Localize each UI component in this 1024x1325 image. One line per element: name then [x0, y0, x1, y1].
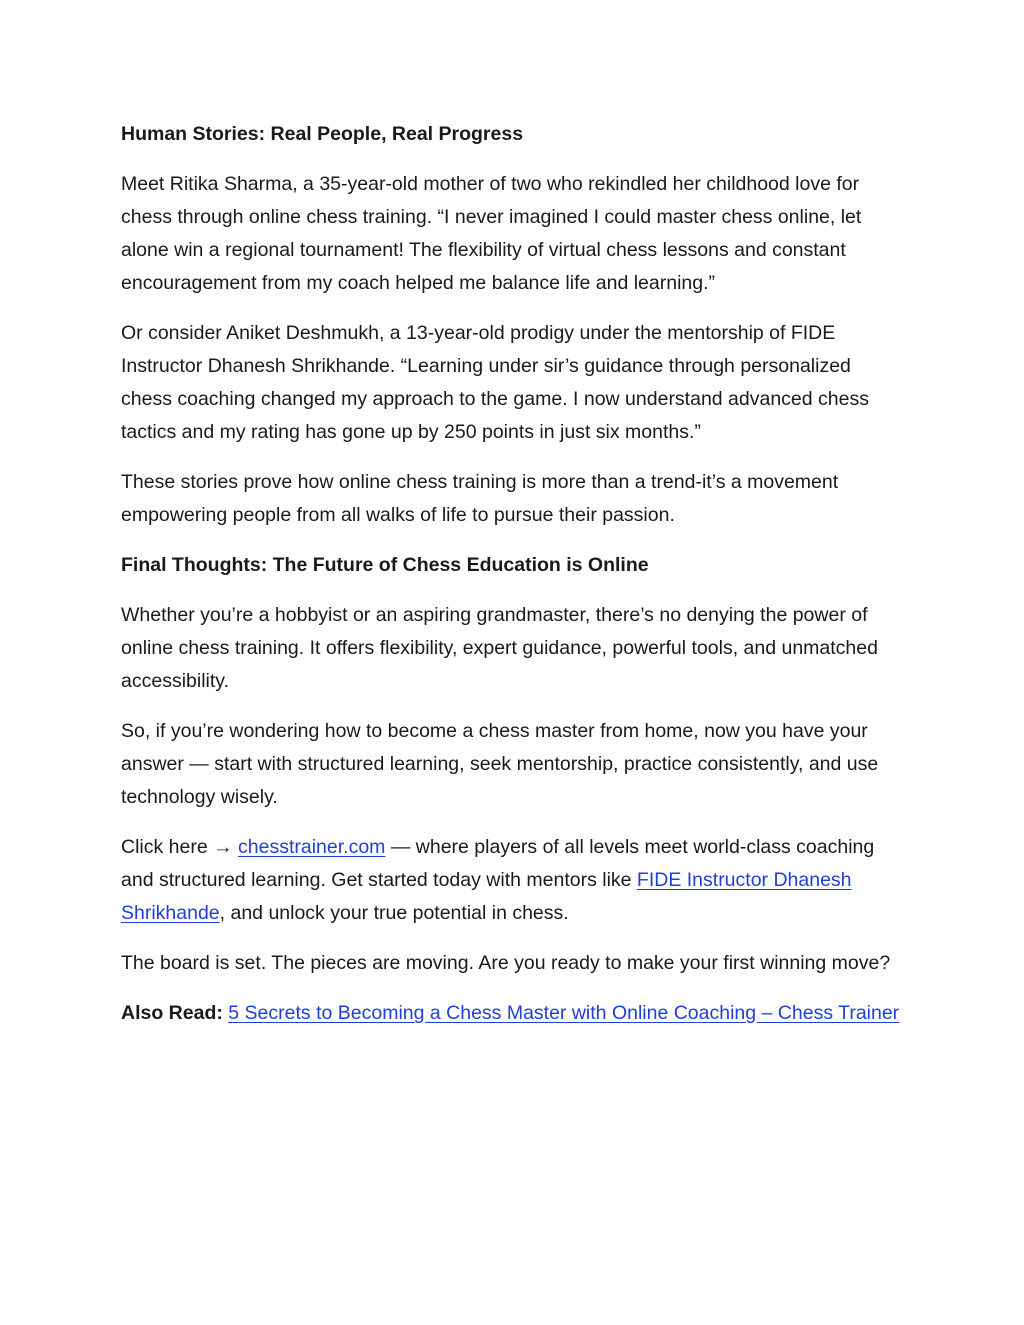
chesstrainer-link[interactable]: chesstrainer.com — [238, 836, 386, 858]
paragraph-stories-prove: These stories prove how online chess training is more than a trend-it’s a movement empowering people from all walks of life to pursue their passion. — [121, 471, 839, 526]
fide-instructor-link[interactable]: FIDE Instructor Dhanesh Shrikhande — [121, 869, 852, 924]
paragraph-so-if: So, if you’re wondering how to become a chess master from home, now you have your answer — start with structured learning, seek mentorship, practice consistently, and use technology wisely. — [121, 720, 879, 808]
click-here-middle: — where players of all levels meet world-class coaching and structured learning. Get started today with mentors like — [121, 836, 875, 891]
document-page — [121, 118, 906, 1047]
also-read-label: Also Read: — [121, 1002, 223, 1024]
click-here-suffix: , and unlock your true potential in chess. — [219, 902, 569, 924]
heading-human-stories: Human Stories: Real People, Real Progress — [121, 123, 524, 145]
paragraph-click-here — [121, 831, 906, 930]
paragraph-also-read — [121, 997, 906, 1030]
heading-final-thoughts: Final Thoughts: The Future of Chess Education is Online — [121, 554, 649, 576]
click-here-prefix: Click here → — [121, 836, 239, 858]
paragraph-whether: Whether you’re a hobbyist or an aspiring grandmaster, there’s no denying the power of online chess training. It offers flexibility, expert guidance, powerful tools, and unmatched accessibility. — [121, 604, 878, 692]
paragraph-ritika: Meet Ritika Sharma, a 35-year-old mother of two who rekindled her childhood love for chess through online chess training. “I never imagined I could master chess online, let alone win a regional tournament! The flexibility of virtual chess lessons and constant encouragement from my coach helped me balance life and learning.” — [121, 173, 862, 294]
paragraph-aniket: Or consider Aniket Deshmukh, a 13-year-old prodigy under the mentorship of FIDE Instructor Dhanesh Shrikhande. “Learning under sir’s guidance through personalized chess coaching changed my approach to the game. I now understand advanced chess tactics and my rating has gone up by 250 points in just six months.” — [121, 322, 869, 443]
paragraph-board-set: The board is set. The pieces are moving. Are you ready to make your first winning move? — [121, 952, 891, 974]
also-read-link[interactable]: 5 Secrets to Becoming a Chess Master with Online Coaching – Chess Trainer — [228, 1002, 900, 1024]
